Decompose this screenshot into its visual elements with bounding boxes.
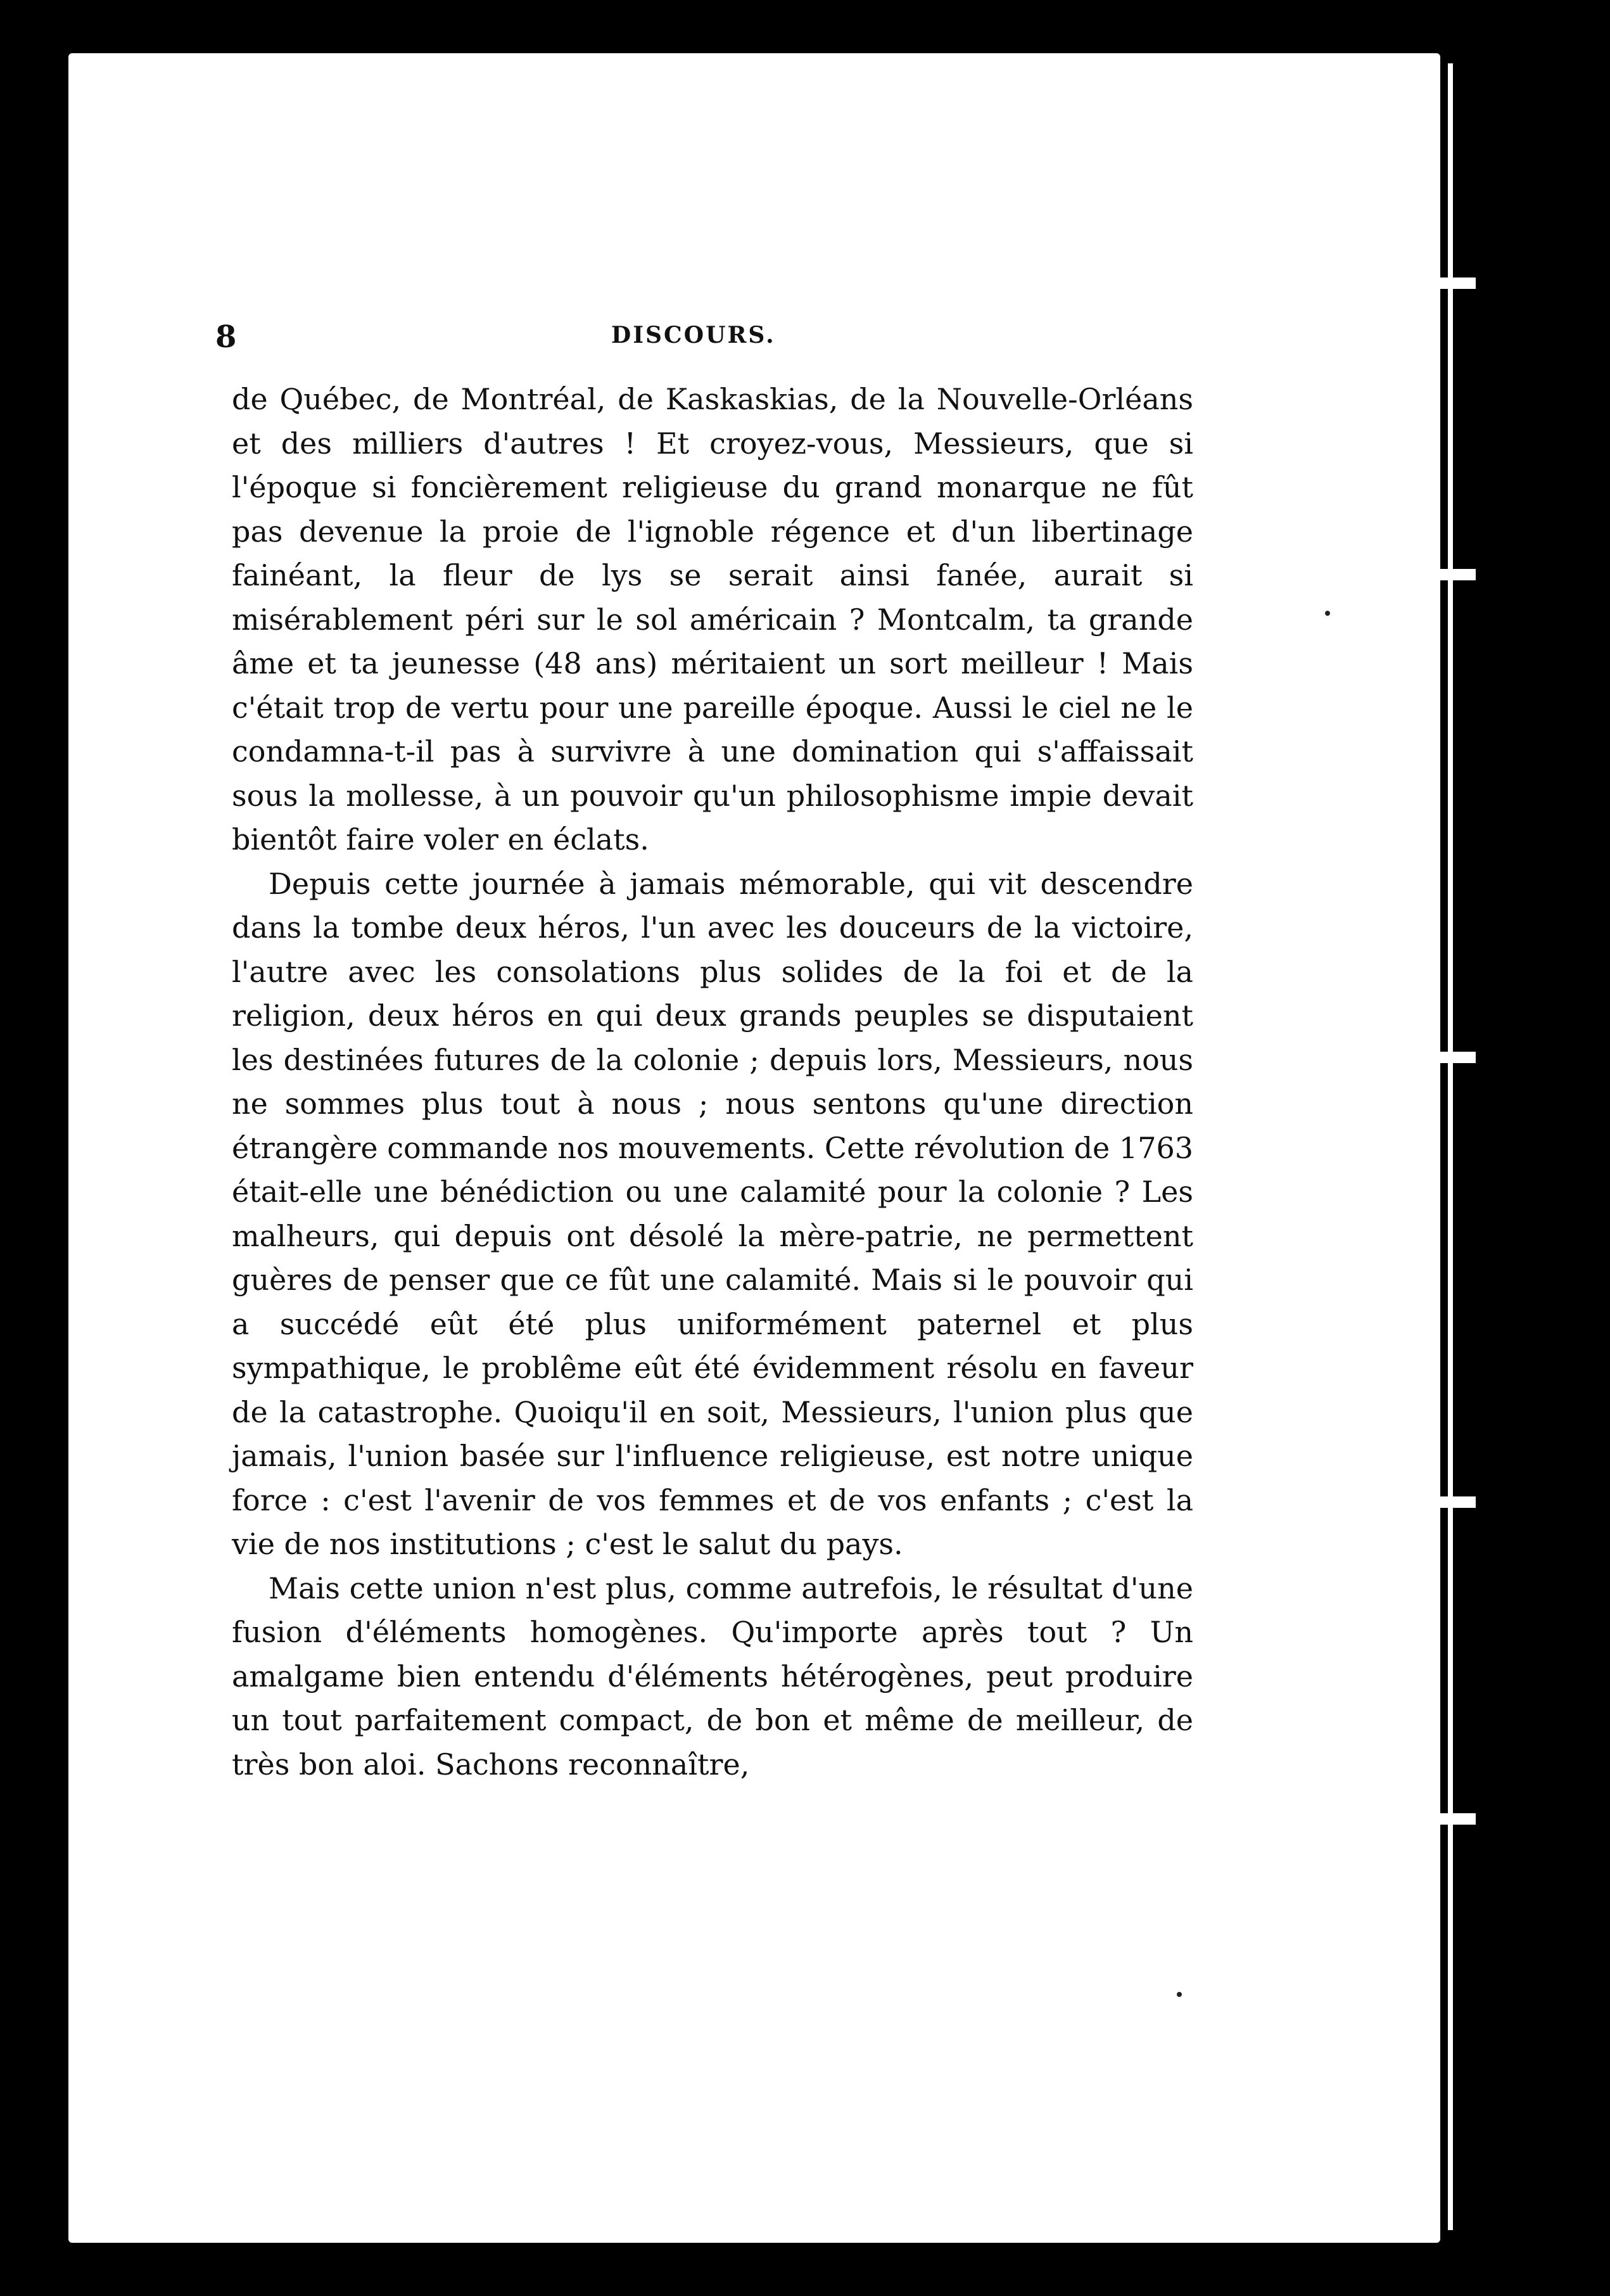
binding-edge-line	[1448, 63, 1453, 2230]
ink-speck	[1325, 611, 1330, 616]
paragraph-3: Mais cette union n'est plus, comme autrefois, le résultat d'une fusion d'éléments homogènes. Qu'importe après tout ? Un amalgame bien entendu d'éléments hétérogènes, peut produire un tout parfaitement compact, de bon et même de meilleur, de très bon aloi. Sachons reconnaître,	[232, 1571, 1193, 1782]
ink-speck	[1177, 1992, 1182, 1997]
running-title: DISCOURS.	[611, 322, 776, 348]
paragraph-2: Depuis cette journée à jamais mémorable, qui vit descendre dans la tombe deux héros, l'un avec les douceurs de la victoire, l'autre avec les consolations plus solides de la foi et de la religion, deux héros en qui deux grands peuples se disputaient les destinées futures de la colonie ; depuis lors, Messieurs, nous ne sommes plus tout à nous ; nous sentons qu'une direction étrangère commande nos mouvements. Cette révolution de 1763 était-elle une bénédiction ou une calamité pour la colonie ? Les malheurs, qui depuis ont désolé la mère-patrie, ne permettent guères de penser que ce fût une calamité. Mais si le pouvoir qui a succédé eût été plus uniformément paternel et plus sympathique, le problême eût été évidemment résolu en faveur de la catastrophe. Quoiqu'il en soit, Messieurs, l'union plus que jamais, l'union basée sur l'influence religieuse, est notre unique force : c'est l'avenir de vos femmes et de vos enfants ; c'est la vie de nos institutions ; c'est le salut du pays.	[232, 866, 1193, 1561]
page-number: 8	[215, 319, 237, 355]
running-head	[215, 317, 1184, 361]
paragraph-1: de Québec, de Montréal, de Kaskaskias, de la Nouvelle-Orléans et des milliers d'autres ! Et croyez-vous, Messieurs, que si l'époque si foncièrement religieuse du grand monarque ne fût pas devenue la proie de l'ignoble régence et d'un libertinage fainéant, la fleur de lys se serait ainsi fanée, aurait si misérablement péri sur le sol américain ? Montcalm, ta grande âme et ta jeunesse (48 ans) méritaient un sort meilleur ! Mais c'était trop de vertu pour une pareille époque. Aussi le ciel ne le condamna-t-il pas à survivre à une domination qui s'affaissait sous la mollesse, à un pouvoir qu'un philosophisme impie devait bientôt faire voler en éclats.	[232, 382, 1193, 857]
binding-edge-mark	[1425, 277, 1476, 289]
binding-edge-mark	[1425, 1813, 1476, 1825]
body-text	[232, 378, 1193, 1787]
binding-edge-mark	[1425, 569, 1476, 580]
binding-edge-mark	[1425, 1496, 1476, 1508]
binding-edge-mark	[1425, 1052, 1476, 1063]
